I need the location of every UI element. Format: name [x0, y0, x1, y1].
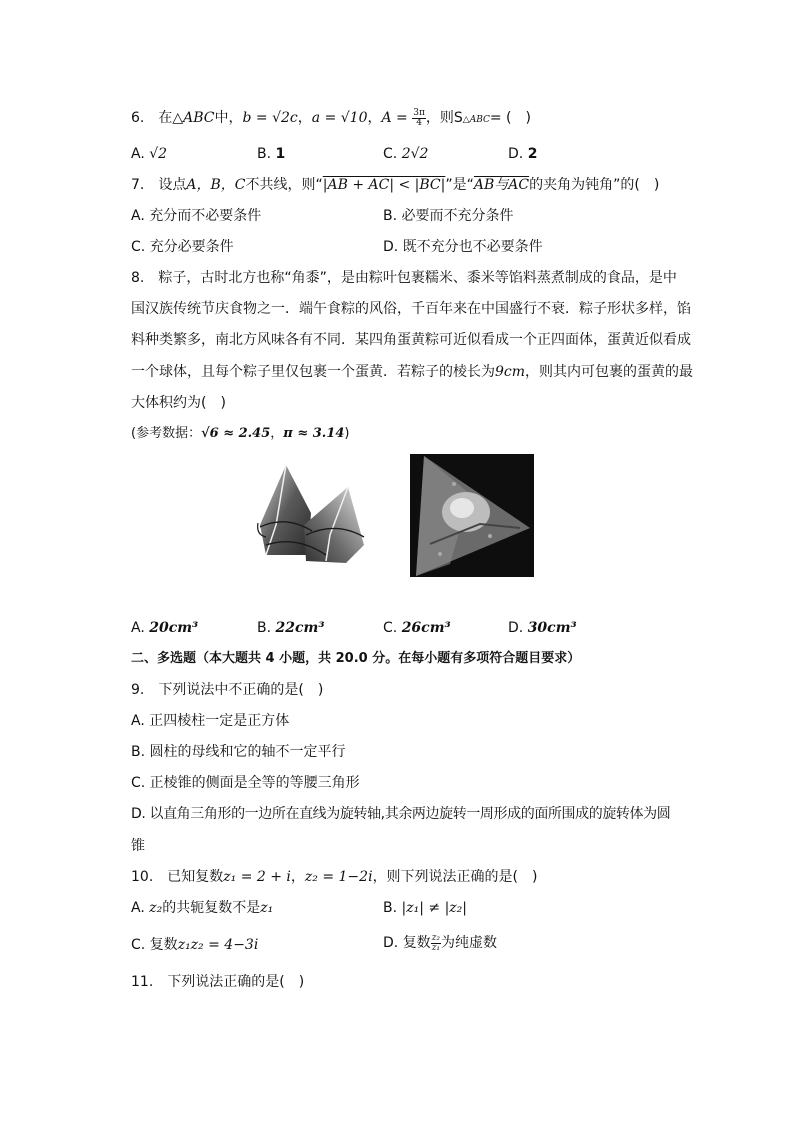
q6-tail: ，则S — [425, 110, 463, 126]
q6-option-a-label: A. — [131, 146, 145, 162]
q6-frac-den: 4 — [416, 117, 422, 128]
q7-option-c — [131, 237, 234, 257]
q7-option-a-value: 充分而不必要条件 — [149, 208, 262, 224]
q8-ref-c: ， — [270, 426, 284, 441]
q10-option-a-math2: z₁ — [260, 900, 274, 916]
q8-line-4a: 一个球体，且每个粽子里仅包裹一个蛋黄．若粽子的棱长为 — [131, 364, 495, 380]
q8-option-b — [257, 618, 324, 638]
q7-option-d-label: D. — [383, 239, 399, 255]
q10-option-a-text: 的共轭复数不是 — [162, 900, 261, 916]
q8-line-5: 大体积约为( ) — [131, 395, 226, 411]
q6-option-b — [257, 144, 285, 164]
q8-reference-data — [131, 424, 350, 444]
q8-ref-a: (参考数据： — [131, 426, 202, 441]
q10-z2: z₂ = 1−2i — [304, 869, 373, 885]
q10-option-b-label: B. — [383, 900, 398, 916]
q10-option-c-math: z₁z₂ = 4−3i — [177, 937, 259, 953]
q8-line-4 — [131, 362, 693, 382]
q9-option-b: B. 圆柱的母线和它的轴不一定平行 — [131, 744, 346, 760]
q6-option-c-label: C. — [383, 146, 398, 162]
q10-option-b — [383, 898, 467, 918]
zongzi-cross-section-photo — [410, 454, 534, 577]
q7-stem — [131, 175, 659, 195]
q10-option-d — [383, 933, 497, 953]
q8-option-d — [508, 618, 577, 638]
q10-sep: ， — [290, 869, 305, 885]
q8-option-a — [131, 618, 198, 638]
q6-option-d — [508, 144, 537, 164]
q7-option-b — [383, 206, 514, 226]
q10-option-c-text: 复数 — [149, 937, 178, 953]
q7-option-b-value: 必要而不充分条件 — [401, 208, 514, 224]
q10-stem-a: 10. 已知复数 — [131, 869, 224, 885]
q8-option-a-value: 20cm³ — [149, 620, 199, 636]
q8-option-b-label: B. — [257, 620, 272, 636]
q6-option-b-value: 1 — [275, 146, 286, 162]
zongzi-photo — [256, 465, 368, 565]
q11-stem: 11. 下列说法正确的是( ) — [131, 974, 305, 990]
q8-option-d-label: D. — [508, 620, 524, 636]
q8-line-4c: ，则其内可包裹的蛋黄的最 — [525, 364, 694, 380]
q7-text-c: 不共线，则“ — [245, 177, 323, 193]
q6-subscript: △ABC — [462, 115, 490, 125]
q10-option-d-frac-den: z₁ — [431, 942, 441, 953]
q7-option-c-value: 充分必要条件 — [149, 239, 234, 255]
q6-option-a — [131, 144, 167, 164]
q6-mid: 中， — [214, 110, 243, 126]
q9-option-c: C. 正棱锥的侧面是全等的等腰三角形 — [131, 775, 360, 791]
q9-option-a: A. 正四棱柱一定是正方体 — [131, 713, 290, 729]
q10-option-a-label: A. — [131, 900, 145, 916]
q10-option-d-label: D. — [383, 935, 399, 951]
q10-z1: z₁ = 2 + i — [223, 869, 291, 885]
q6-option-c — [383, 144, 428, 164]
q8-option-c-label: C. — [383, 620, 398, 636]
q10-option-a — [131, 898, 273, 918]
q6-sep1: ， — [297, 110, 312, 126]
q10-stem — [131, 867, 538, 887]
q6-cond-b: b = √2c — [242, 110, 298, 126]
q7-text-a: 7. 设点 — [131, 177, 187, 193]
q9-stem: 9. 下列说法中不正确的是( ) — [131, 682, 324, 698]
q7-condition: |AB + AC| < |BC| — [322, 177, 446, 193]
q6-fraction — [412, 109, 426, 128]
q8-line-1: 8. 粽子，古时北方也称“角黍”，是由粽叶包裹糯米、黍米等馅料蒸煮制成的食品，是中 — [131, 270, 677, 286]
q8-option-a-label: A. — [131, 620, 145, 636]
q6-end: = ( ) — [489, 110, 531, 126]
q6-option-d-value: 2 — [527, 146, 538, 162]
q10-option-d-frac-num: z₂ — [431, 932, 441, 943]
q6-option-b-label: B. — [257, 146, 272, 162]
q7-option-d-value: 既不充分也不必要条件 — [402, 239, 543, 255]
q7-text-d: ”是“ — [445, 177, 474, 193]
q10-option-d-text2: 为纯虚数 — [441, 935, 498, 951]
q10-option-d-text1: 复数 — [402, 935, 431, 951]
q7-option-d — [383, 237, 543, 257]
q8-ref-sqrt6: √6 ≈ 2.45 — [201, 426, 271, 441]
q7-condition2: AB与AC — [473, 177, 530, 193]
q8-line-3: 料种类繁多，南北方风味各有不同．某四角蛋黄粽可近似看成一个正四面体，蛋黄近似看成 — [131, 332, 691, 348]
q6-option-a-value: √2 — [149, 146, 168, 162]
q8-option-c — [383, 618, 451, 638]
q7-option-a — [131, 206, 261, 226]
q6-triangle: ABC — [183, 110, 215, 126]
q6-option-d-label: D. — [508, 146, 524, 162]
q10-option-d-fraction — [431, 934, 441, 953]
q8-option-c-value: 26cm³ — [401, 620, 451, 636]
q7-option-c-label: C. — [131, 239, 146, 255]
q7-option-a-label: A. — [131, 208, 145, 224]
q6-cond-A: A = — [381, 110, 408, 126]
q10-stem-e: ，则下列说法正确的是( ) — [372, 869, 538, 885]
q8-edge-length: 9cm — [495, 364, 526, 380]
q9-option-d-continued: 锥 — [131, 838, 145, 854]
q6-prefix: 6. 在△ — [131, 110, 184, 126]
q6-cond-a: a = √10 — [311, 110, 368, 126]
q10-option-c-label: C. — [131, 937, 146, 953]
q8-ref-pi: π ≈ 3.14 — [283, 426, 345, 441]
q8-option-b-value: 22cm³ — [275, 620, 325, 636]
q8-ref-e: ) — [344, 426, 350, 441]
q6-frac-num: 3π — [413, 107, 425, 118]
q7-text-e: 的夹角为钝角”的( ) — [529, 177, 660, 193]
q9-option-d: D. 以直角三角形的一边所在直线为旋转轴,其余两边旋转一周形成的面所围成的旋转体为圆 — [131, 806, 671, 822]
q8-line-2: 国汉族传统节庆食物之一．端午食粽的风俗，千百年来在中国盛行不衰．粽子形状多样，馅 — [131, 301, 691, 317]
section-heading-multiple-choice: 二、多选题（本大题共 4 小题，共 20.0 分。在每小题有多项符合题目要求） — [131, 651, 581, 666]
q10-option-c — [131, 935, 258, 955]
q7-points: A，B，C — [186, 177, 246, 193]
q6-stem — [131, 108, 531, 130]
q8-option-d-value: 30cm³ — [527, 620, 577, 636]
q10-option-a-math1: z₂ — [149, 900, 163, 916]
q10-option-b-math: |z₁| ≠ |z₂| — [401, 900, 467, 916]
q7-option-b-label: B. — [383, 208, 398, 224]
q6-sep2: ， — [367, 110, 382, 126]
q6-option-c-value: 2√2 — [401, 146, 429, 162]
